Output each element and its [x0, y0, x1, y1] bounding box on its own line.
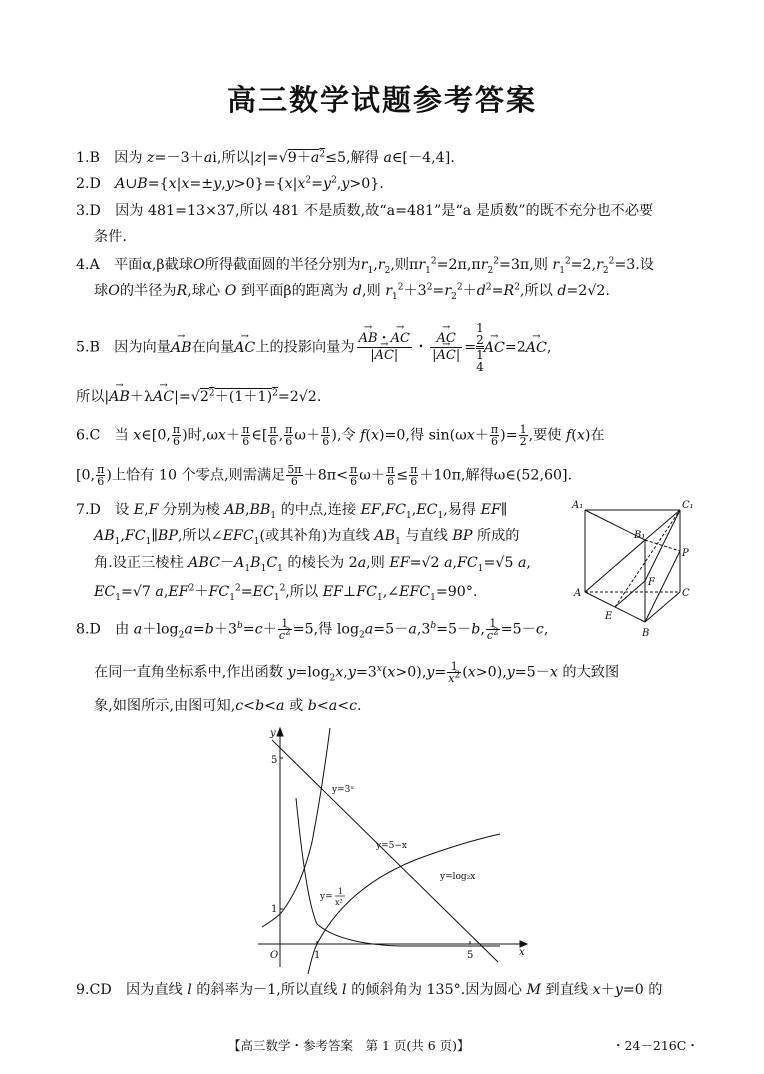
prism-label-a1: A₁ — [572, 500, 584, 511]
graph-y-label: y — [270, 728, 276, 739]
graph-origin: O — [270, 950, 279, 961]
answer-6-line1: 6.C 当 x∈[0, $\frac{\pi}{6}$ )时,ωx＋ $\frac{\pi}{6}$ ∈[ $\frac{\pi}{6}$ , $\frac{\pi}{6}$ ω＋ $\frac{\pi}{6}$ ),令 f(x)=0,得 sin(ωx＋ $\frac{\pi}{6}$ )= $\frac{1}{2}$ ,要使 f(x)在 — [76, 423, 605, 448]
answer-4-line1: 4.A 平面α,β截球O所得截面圆的半径分别为$r_1,r_2$,则$\pi r_1^2=2\pi,\pi r_2^2=3\pi$,则 $r_1^2=2,r_2^2=3$.设 — [76, 256, 654, 276]
prism-label-a: A — [574, 588, 582, 599]
graph-label-log: y=log₂x — [440, 872, 476, 882]
projection-fraction: → $\frac{AB・\to AC}{|\to AC|}$ — [357, 331, 412, 364]
answer-8-line3: 象,如图所示,由图可知,c<b<a 或 b<a<c. — [94, 698, 362, 714]
graph-label-line: y=5−x — [376, 841, 407, 851]
answer-8-line1: 8.D 由 $a+\log_2a=b+3^b=c+$ $\frac{1}{c^2}$ =5,得 $\log_2a=5-a,3^b=5-b$, $\frac{1}{c^2}$ =5－c, — [76, 617, 549, 642]
answer-5-line1: 5.B 因为向量→ AB在向量→ AC上的投影向量为 → $\frac{AB・\to AC}{|\to AC|}$ ・ → $\frac{AC}{|\to AC|}$ = 1 2 1 4 → AC=2→ AC, — [76, 322, 551, 373]
prism-label-b: B — [642, 628, 650, 639]
answer-8-line2: 在同一直角坐标系中,作出函数 $y=\log_2x,y=3^x(x>0),y=$ $\frac{1}{x^2}$ (x>0),y=5－x 的大致图 — [94, 660, 620, 685]
function-graph — [250, 722, 540, 974]
graph-label-inv: y= — [320, 892, 333, 902]
graph-tick-y1: 1 — [271, 904, 278, 915]
graph-label-inv-den: x² — [335, 898, 343, 907]
graph-x-label: x — [519, 947, 525, 958]
graph-label-exp: y=3ˣ — [332, 785, 355, 795]
prism-figure — [570, 496, 700, 646]
answer-9-line1: 9.CD 因为直线 l 的斜率为－1,所以直线 l 的倾斜角为 135°.因为圆心 M 到直线 x＋y=0 的 — [76, 982, 663, 998]
answer-7-line4: $EC_1=√7$ $a,EF^2+FC_1^2=EC_1^2$,所以 $EF\perp FC_1,\angle EFC_1=90^\circ$. — [94, 583, 478, 603]
graph-label-inv-num: 1 — [338, 887, 344, 896]
page-title: 高三数学试题参考答案 — [226, 83, 537, 117]
graph-tick-x1: 1 — [314, 950, 321, 961]
answer-7-line2: $AB_1,FC_1\parallel BP$,所以$\angle EFC_1$(或其补角)为直线 $AB_1$ 与直线 BP 所成的 — [94, 528, 520, 547]
answer-7-line3: 角.设正三棱柱 $ABC-A_1B_1C_1$ 的棱长为 2a,则 EF=√2 $a,FC_1=√5$ a, — [94, 555, 531, 574]
footer-page-info: 【高三数学・参考答案 第 1 页(共 6 页)】 — [228, 1038, 470, 1053]
answer-2: 2.D $A\cup B=\{x|x=\pm y,y>0\}=\{x|x^2=y^2,y>0\}$. — [76, 175, 384, 192]
prism-label-c: C — [682, 588, 690, 599]
answer-3-line1: 3.D 因为 481=13×37,所以 481 不是质数,故“a=481”是“a 是质数”的既不充分也不必要 — [76, 203, 654, 219]
answer-3-line2: 条件. — [94, 229, 127, 245]
prism-label-b1: B₁ — [634, 530, 646, 541]
footer-code: ・24－216C・ — [612, 1038, 699, 1053]
graph-tick-y5: 5 — [271, 755, 278, 766]
answer-7-line1: 7.D 设 E,F 分别为棱 $AB,BB_1$ 的中点,连接 $EF,FC_1,EC_1$,易得 EF∥ — [76, 502, 508, 521]
answer-4-line2: 球O的半径为R,球心 O 到平面β的距离为 d,则 $r_1^2+3^2=r_2^2+d^2=R^2$,所以 d=2√2. — [94, 282, 610, 302]
answer-6-line2: [0, $\frac{\pi}{6}$ )上恰有 10 个零点,则需满足 $\frac{5\pi}{6}$ ＋8π< $\frac{\pi}{6}$ ω＋ $\frac{\pi}{6}$ ≤ $\frac{\pi}{6}$ ＋10π,解得ω∈(52,60]. — [76, 463, 573, 488]
curve-5-minus-x — [272, 740, 498, 962]
answer-5-line2: 所以|→ $AB+\lambda\to AC|=√2^2+(1+1)^2=2√2$. — [76, 387, 321, 407]
prism-label-p: P — [682, 548, 689, 559]
graph-tick-x5: 5 — [467, 950, 474, 961]
answer-1: 1.B 因为 z=－3＋ai,所以$|z|=√9+a^2\le 5$,解得 a∈[－4,4]. — [76, 149, 455, 166]
prism-label-e: E — [605, 611, 613, 622]
prism-label-c1: C₁ — [682, 500, 694, 511]
prism-label-f: F — [648, 577, 655, 588]
